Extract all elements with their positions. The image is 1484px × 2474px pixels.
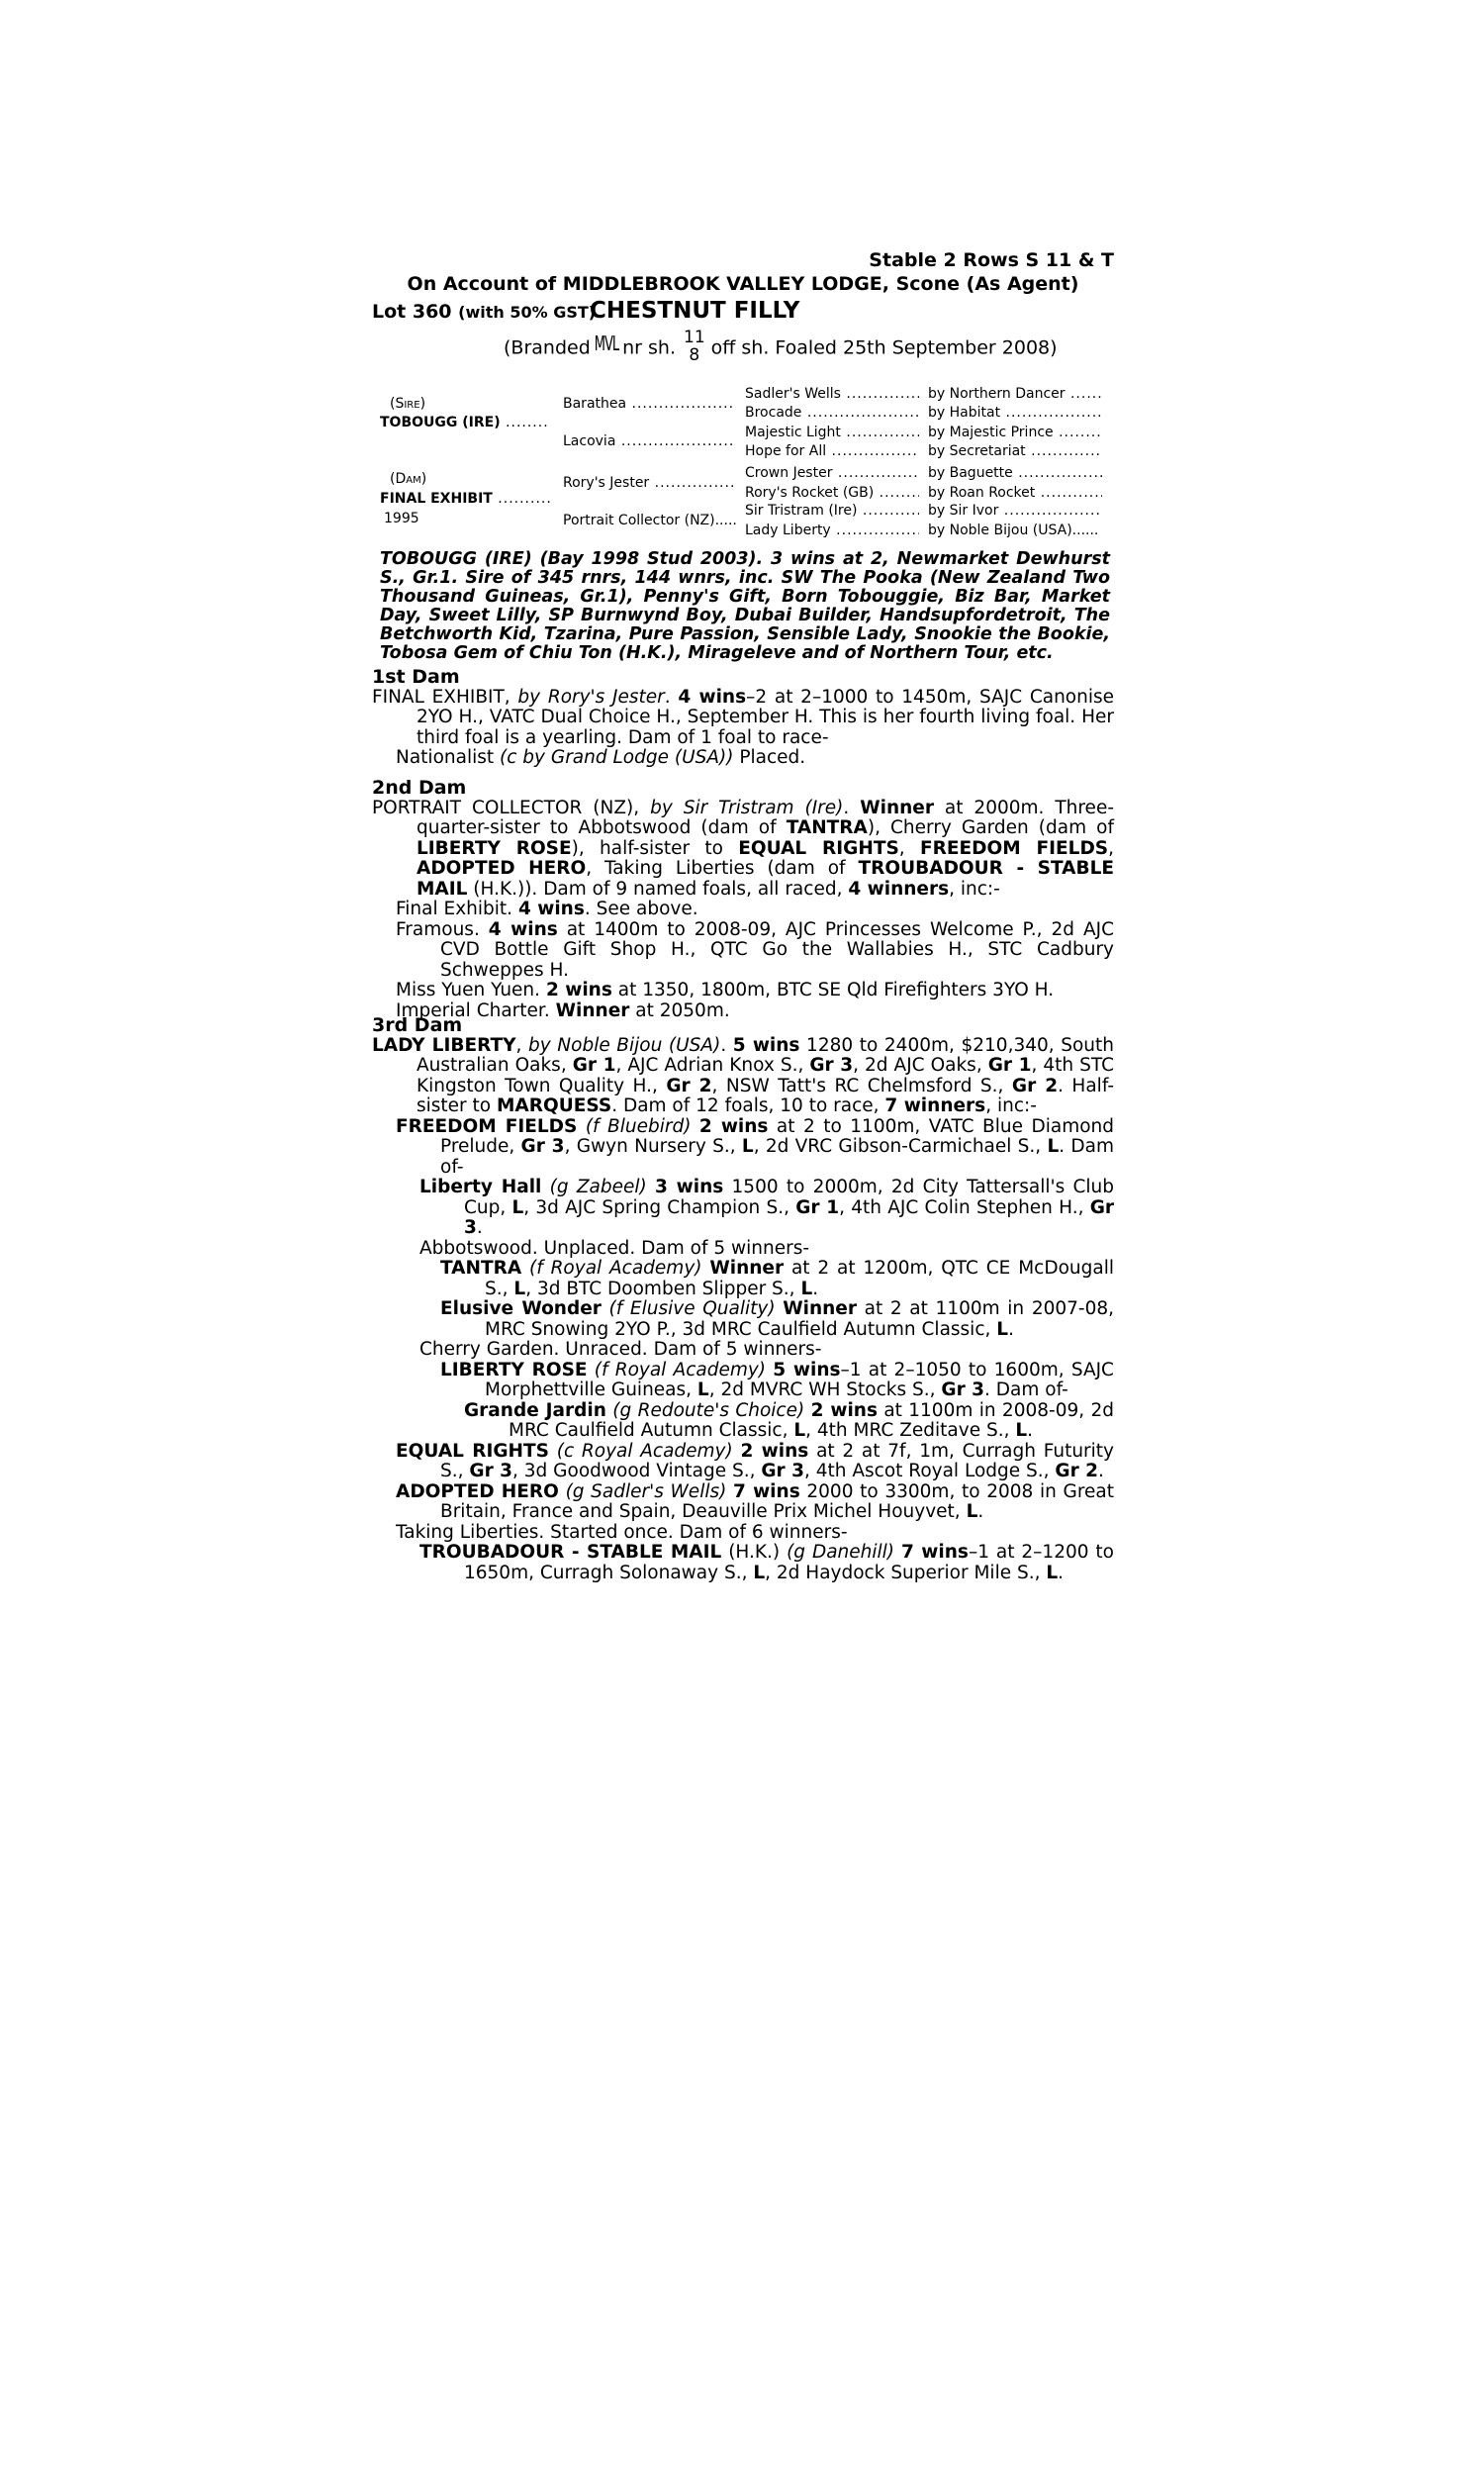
pedigree-gen3: Rory's Rocket (GB) ..... xyxy=(745,485,919,501)
foal-entry: Imperial Charter. Winner at 2050m. xyxy=(396,999,730,1021)
lot-title: CHESTNUT FILLY xyxy=(590,298,800,324)
second-dam-paragraph: PORTRAIT COLLECTOR (NZ), by Sir Tristram (Ire). Winner at 2000m. Three-quarter-sister to Abbotswood (dam of TANTRA), Cherry Garden (dam of LIBERTY ROSE), half-sister to EQUAL RIGHTS, FREEDOM FIELDS, ADOPTED HERO, Taking Liberties (dam of TROUBADOUR - STABLE MAIL (H.K.)). Dam of 9 named foals, all raced, 4 winners, inc:- xyxy=(372,797,1115,900)
pedigree-gen4: by Baguette ..... xyxy=(928,465,1102,481)
foal-entry: TANTRA (f Royal Academy) Winner at 2 at 1200m, QTC CE McDougall S., L, 3d BTC Doomben Slipper S., L. xyxy=(440,1258,1114,1299)
sire-name: TOBOUGG (IRE) ..... xyxy=(380,415,550,430)
pedigree-gen3: Sadler's Wells ..... xyxy=(745,386,919,402)
brand-mark: MVL xyxy=(594,333,619,356)
foal-entry: EQUAL RIGHTS (c Royal Academy) 2 wins at 2 at 7f, 1m, Curragh Futurity S., Gr 3, 3d Goodwood Vintage S., Gr 3, 4th Ascot Royal Lodge S., Gr 2. xyxy=(396,1440,1114,1481)
lot-line xyxy=(372,301,596,323)
pedigree-gen2: Lacovia ..... xyxy=(563,433,733,449)
dam-year: 1995 xyxy=(384,511,419,526)
pedigree-gen3: Lady Liberty ..... xyxy=(745,523,919,538)
third-dam-paragraph: LADY LIBERTY, by Noble Bijou (USA). 5 wins 1280 to 2400m, $210,340, South Australian Oaks, Gr 1, AJC Adrian Knox S., Gr 3, 2d AJC Oaks, Gr 1, 4th STC Kingston Town Quality H., Gr 2, NSW Tatt's RC Chelmsford S., Gr 2. Half-sister to MARQUESS. Dam of 12 foals, 10 to race, 7 winners, inc:- xyxy=(372,1034,1115,1116)
pedigree-gen4: by Sir Ivor ..... xyxy=(928,503,1102,519)
brand-line xyxy=(504,328,1058,366)
pedigree-table xyxy=(372,376,1114,544)
frac-bottom: 8 xyxy=(689,345,700,365)
pedigree-gen3: Hope for All ..... xyxy=(745,443,919,459)
frac-top: 11 xyxy=(684,328,705,347)
pedigree-gen3: Sir Tristram (Ire) ..... xyxy=(745,503,919,519)
foal-entry: Miss Yuen Yuen. 2 wins at 1350, 1800m, BTC SE Qld Firefighters 3YO H. xyxy=(396,980,1055,1000)
branded-prefix: (Branded xyxy=(504,336,591,359)
foal-entry: Grande Jardin (g Redoute's Choice) 2 wins at 1100m in 2008-09, 2d MRC Caulfield Autumn Classic, L, 4th MRC Zeditave S., L. xyxy=(464,1399,1114,1441)
dam-label: (Dam) xyxy=(390,471,427,487)
dam-name: FINAL EXHIBIT ..... xyxy=(380,491,550,507)
foal-entry: Final Exhibit. 4 wins. See above. xyxy=(396,899,698,919)
foal-entry: Liberty Hall (g Zabeel) 3 wins 1500 to 2000m, 2d City Tattersall's Club Cup, L, 3d AJC Spring Champion S., Gr 1, 4th AJC Colin Stephen H., Gr 3. xyxy=(419,1177,1115,1238)
pedigree-gen4: by Roan Rocket ..... xyxy=(928,485,1102,501)
vendor-account: On Account of MIDDLEBROOK VALLEY LODGE, Scone (As Agent) xyxy=(407,273,1079,295)
pedigree-gen4: by Noble Bijou (USA)...... xyxy=(928,523,1099,538)
pedigree-gen2: Barathea ..... xyxy=(563,396,733,412)
pedigree-gen2: Rory's Jester ..... xyxy=(563,475,733,491)
foal-entry: Framous. 4 wins at 1400m to 2008-09, AJC Princesses Welcome P., 2d AJC CVD Bottle Gift Shop H., QTC Go the Wallabies H., STC Cadbury Schweppes H. xyxy=(396,918,1114,981)
lot-number: Lot 360 xyxy=(372,301,452,323)
foal-entry: Nationalist (c by Grand Lodge (USA)) Placed. xyxy=(396,747,806,768)
section-heading: 3rd Dam xyxy=(372,1014,463,1036)
foal-entry: Elusive Wonder (f Elusive Quality) Winner at 2 at 1100m in 2007-08, MRC Snowing 2YO P., 3d MRC Caulfield Autumn Classic, L. xyxy=(440,1298,1114,1340)
first-dam-paragraph: FINAL EXHIBIT, by Rory's Jester. 4 wins–2 at 2–1000 to 1450m, SAJC Canonise 2YO H., VATC Dual Choice H., September H. This is her fourth living foal. Her third foal is a yearling. Dam of 1 foal to race- xyxy=(372,686,1115,748)
pedigree-gen4: by Northern Dancer ..... xyxy=(928,386,1102,402)
second-dam-section xyxy=(372,778,1114,1021)
stable-location: Stable 2 Rows S 11 & T xyxy=(869,249,1114,271)
foal-entry: ADOPTED HERO (g Sadler's Wells) 7 wins 2000 to 3300m, to 2008 in Great Britain, France and Spain, Deauville Prix Michel Houyvet, L. xyxy=(396,1480,1114,1522)
pedigree-gen3: Brocade ..... xyxy=(745,405,919,421)
sire-label: (Sire) xyxy=(390,396,426,412)
branded-suffix: off sh. Foaled 25th September 2008) xyxy=(710,336,1058,359)
foal-entry: Abbotswood. Unplaced. Dam of 5 winners- xyxy=(419,1237,810,1259)
pedigree-gen4: by Majestic Prince ..... xyxy=(928,425,1102,440)
pedigree-gen4: by Secretariat ..... xyxy=(928,443,1102,459)
foal-entry: Taking Liberties. Started once. Dam of 6 winners- xyxy=(396,1521,848,1543)
third-dam-section xyxy=(372,1015,1114,1583)
pedigree-gen4: by Habitat ..... xyxy=(928,405,1102,421)
pedigree-gen2: Portrait Collector (NZ)..... xyxy=(563,513,737,528)
foal-entry: TROUBADOUR - STABLE MAIL (H.K.) (g Danehill) 7 wins–1 at 2–1200 to 1650m, Curragh Solonaway S., L, 2d Haydock Superior Mile S., L. xyxy=(419,1542,1114,1583)
gst-note: (with 50% GST) xyxy=(458,303,597,322)
pedigree-gen3: Crown Jester ..... xyxy=(745,465,919,481)
section-heading: 1st Dam xyxy=(372,666,460,688)
brand-fraction xyxy=(684,329,705,364)
foal-entry: LIBERTY ROSE (f Royal Academy) 5 wins–1 at 2–1050 to 1600m, SAJC Morphettville Guineas, L, 2d MVRC WH Stocks S., Gr 3. Dam of- xyxy=(440,1359,1114,1400)
sire-notes: TOBOUGG (IRE) (Bay 1998 Stud 2003). 3 wins at 2, Newmarket Dewhurst S., Gr.1. Sire of 345 rnrs, 144 wnrs, inc. SW The Pooka (New Zealand Two Thousand Guineas, Gr.1), Penny's Gift, Born Tobouggie, Biz Bar, Market Day, Sweet Lilly, SP Burnwynd Boy, Dubai Builder, Handsupfordetroit, The Betchworth Kid, Tzarina, Pure Passion, Sensible Lady, Snookie the Bookie, Tobosa Gem of Chiu Ton (H.K.), Mirageleve and of Northern Tour, etc. xyxy=(380,549,1110,663)
first-dam-section xyxy=(372,667,1114,769)
branded-nr: nr sh. xyxy=(622,336,676,359)
foal-entry: FREEDOM FIELDS (f Bluebird) 2 wins at 2 to 1100m, VATC Blue Diamond Prelude, Gr 3, Gwyn Nursery S., L, 2d VRC Gibson-Carmichael S., L. Dam of- xyxy=(396,1115,1115,1178)
pedigree-gen3: Majestic Light ..... xyxy=(745,425,919,440)
foal-entry: Cherry Garden. Unraced. Dam of 5 winners- xyxy=(419,1339,822,1360)
section-heading: 2nd Dam xyxy=(372,777,467,799)
